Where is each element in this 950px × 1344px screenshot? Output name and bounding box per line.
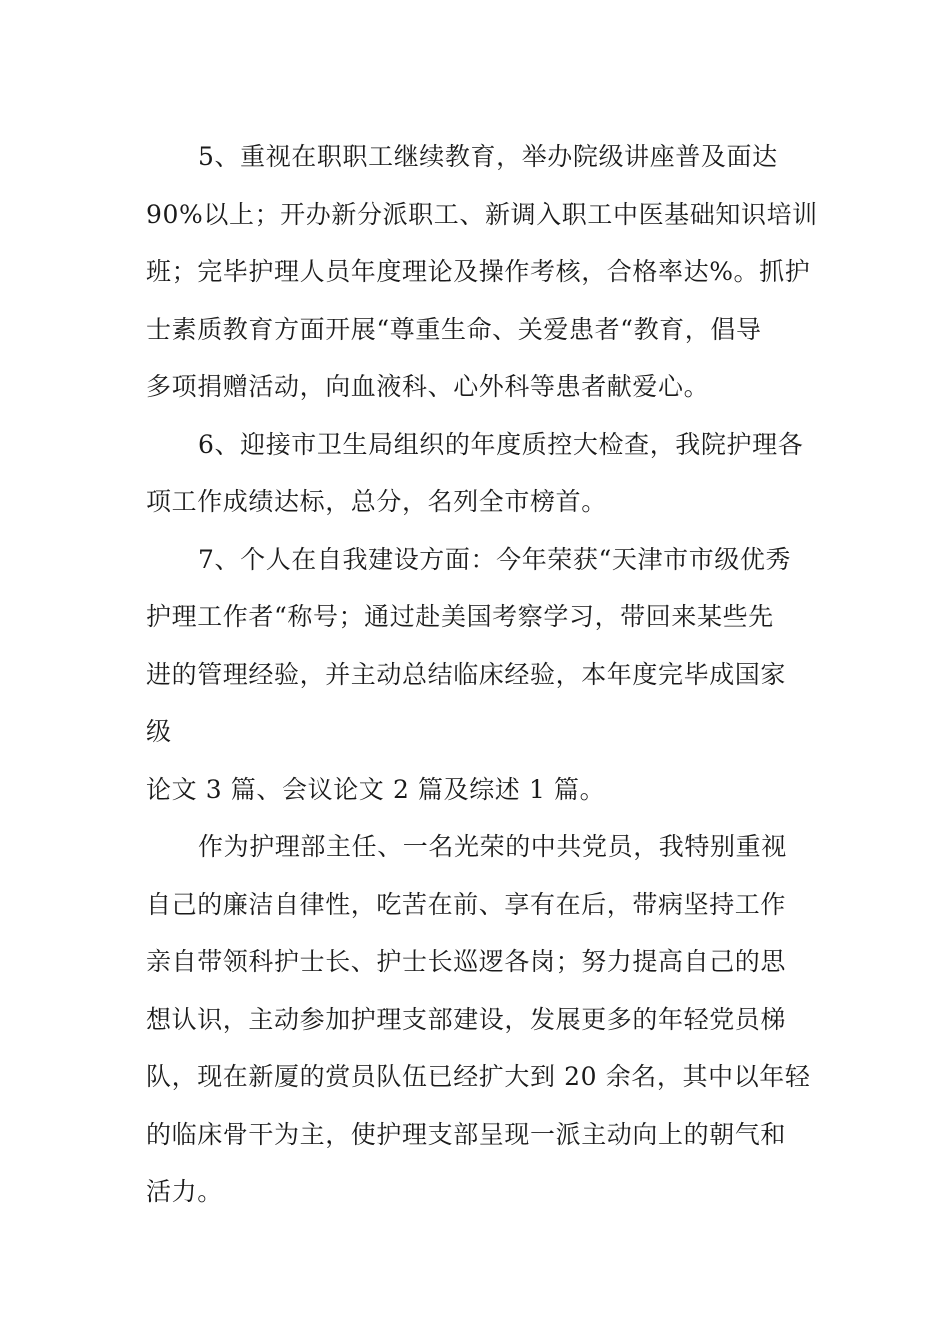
text-line: 7、个人在自我建设方面：今年荣获“天津市市级优秀 (198, 544, 792, 574)
text-line: 90%以上；开办新分派职工、新调入职工中医基础知识培训 (146, 199, 818, 229)
text-line: 5、重视在职职工继续教育，举办院级讲座普及面达 (198, 142, 778, 171)
text-line: 进的管理经验，并主动总结临床经验，本年度完毕成国家 (146, 659, 787, 689)
text-line: 项工作成绩达标，总分，名列全市榜首。 (146, 487, 607, 516)
text-line: 护理工作者“称号；通过赴美国考察学习，带回来某些先 (146, 602, 774, 631)
text-line: 级 (146, 717, 172, 746)
text-line: 亲自带领科护士长、护士长巡逻各岗；努力提高自己的思 (146, 947, 787, 976)
text-line: 自己的廉洁自律性，吃苦在前、享有在后，带病坚持工作 (146, 889, 787, 919)
text-line: 班；完毕护理人员年度理论及操作考核，合格率达%。抓护 (146, 257, 811, 286)
text-line: 队，现在新厦的赏员队伍已经扩大到 20 余名，其中以年轻 (146, 1062, 811, 1091)
text-line: 6、迎接市卫生局组织的年度质控大检查，我院护理各 (198, 429, 804, 459)
text-line: 作为护理部主任、一名光荣的中共党员，我特别重视 (198, 832, 787, 861)
text-line: 的临床骨干为主，使护理支部呈现一派主动向上的朝气和 (146, 1119, 787, 1149)
text-line: 论文 3 篇、会议论文 2 篇及综述 1 篇。 (146, 774, 606, 804)
text-line: 多项捐赠活动，向血液科、心外科等患者献爱心。 (146, 372, 710, 401)
text-line: 想认识，主动参加护理支部建设，发展更多的年轻党员梯 (146, 1004, 787, 1034)
text-line: 活力。 (146, 1177, 223, 1206)
text-line: 士素质教育方面开展“尊重生命、关爱患者“教育，倡导 (146, 314, 762, 344)
document-body (146, 128, 818, 1221)
